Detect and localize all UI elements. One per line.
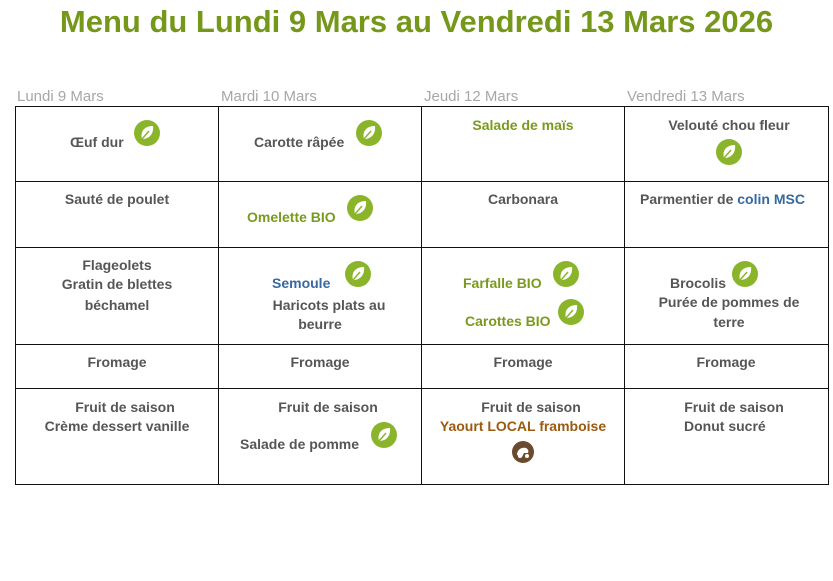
day-header-mardi: Mardi 10 Mars xyxy=(221,88,317,105)
leaf-icon xyxy=(371,422,397,448)
menu-item: Haricots plats au xyxy=(272,297,386,313)
cell-plat-vendredi xyxy=(625,182,829,248)
menu-item: beurre xyxy=(298,316,342,332)
menu-table xyxy=(15,106,829,485)
msc-label: colin MSC xyxy=(737,191,805,207)
leaf-icon xyxy=(732,261,758,287)
cell-dessert-lundi xyxy=(16,389,219,485)
menu-item: Gratin de blettes xyxy=(61,276,173,292)
leaf-icon xyxy=(345,261,371,287)
menu-item: Sauté de poulet xyxy=(64,191,170,207)
row-entree xyxy=(16,107,829,182)
menu-item: béchamel xyxy=(84,297,150,313)
row-fromage xyxy=(16,345,829,389)
cell-entree-vendredi xyxy=(625,107,829,182)
menu-item: Fruit de saison xyxy=(278,399,378,415)
cell-entree-mardi xyxy=(219,107,422,182)
menu-item: Fruit de saison xyxy=(481,399,581,415)
leaf-icon xyxy=(356,120,382,146)
menu-item: Velouté chou fleur xyxy=(668,117,790,133)
day-header-lundi: Lundi 9 Mars xyxy=(17,88,104,105)
cell-fromage-jeudi xyxy=(422,345,625,389)
leaf-icon xyxy=(347,195,373,221)
cell-plat-mardi xyxy=(219,182,422,248)
leaf-icon xyxy=(553,261,579,287)
cell-dessert-vendredi xyxy=(625,389,829,485)
cell-entree-jeudi xyxy=(422,107,625,182)
leaf-icon xyxy=(134,120,160,146)
cell-plat-lundi xyxy=(16,182,219,248)
row-plat xyxy=(16,182,829,248)
cell-plat-jeudi xyxy=(422,182,625,248)
menu-item: Fruit de saison xyxy=(684,399,784,415)
menu-item xyxy=(640,190,805,209)
cell-accomp-vendredi xyxy=(625,248,829,345)
menu-item: Carotte râpée xyxy=(254,134,345,150)
cell-accomp-jeudi xyxy=(422,248,625,345)
leaf-icon xyxy=(558,299,584,325)
menu-item: Purée de pommes de xyxy=(658,294,800,310)
menu-item: Crème dessert vanille xyxy=(44,418,190,434)
cell-entree-lundi xyxy=(16,107,219,182)
cell-dessert-mardi xyxy=(219,389,422,485)
menu-item-part: Parmentier de xyxy=(640,191,738,207)
cell-accomp-mardi xyxy=(219,248,422,345)
menu-item: Donut sucré xyxy=(684,418,766,434)
menu-item: Carbonara xyxy=(487,191,559,207)
day-header-vendredi: Vendredi 13 Mars xyxy=(627,88,745,105)
menu-item: Salade de maïs xyxy=(472,117,574,133)
menu-item: Semoule xyxy=(272,275,331,291)
cell-accomp-lundi xyxy=(16,248,219,345)
menu-item: Omelette BIO xyxy=(247,209,336,225)
menu-item: Salade de pomme xyxy=(240,436,360,452)
page-title: Menu du Lundi 9 Mars au Vendredi 13 Mars 2026 xyxy=(59,4,774,39)
menu-item: Œuf dur xyxy=(70,134,124,150)
menu-item: Fromage xyxy=(87,354,147,370)
row-dessert xyxy=(16,389,829,485)
menu-item: Brocolis xyxy=(670,275,727,291)
menu-item: Flageolets xyxy=(82,257,152,273)
cell-fromage-lundi xyxy=(16,345,219,389)
menu-item: Fromage xyxy=(493,354,553,370)
day-header-jeudi: Jeudi 12 Mars xyxy=(424,88,519,105)
cell-dessert-jeudi xyxy=(422,389,625,485)
menu-item: Fruit de saison xyxy=(75,399,175,415)
menu-item: Carottes BIO xyxy=(465,313,551,329)
row-accompagnement xyxy=(16,248,829,345)
menu-item: Fromage xyxy=(696,354,756,370)
leaf-icon xyxy=(716,139,742,165)
cell-fromage-mardi xyxy=(219,345,422,389)
local-icon xyxy=(512,441,534,463)
menu-item: Farfalle BIO xyxy=(463,275,542,291)
menu-item: terre xyxy=(713,314,745,330)
menu-item: Fromage xyxy=(290,354,350,370)
cell-fromage-vendredi xyxy=(625,345,829,389)
menu-item: Yaourt LOCAL framboise xyxy=(439,418,607,434)
